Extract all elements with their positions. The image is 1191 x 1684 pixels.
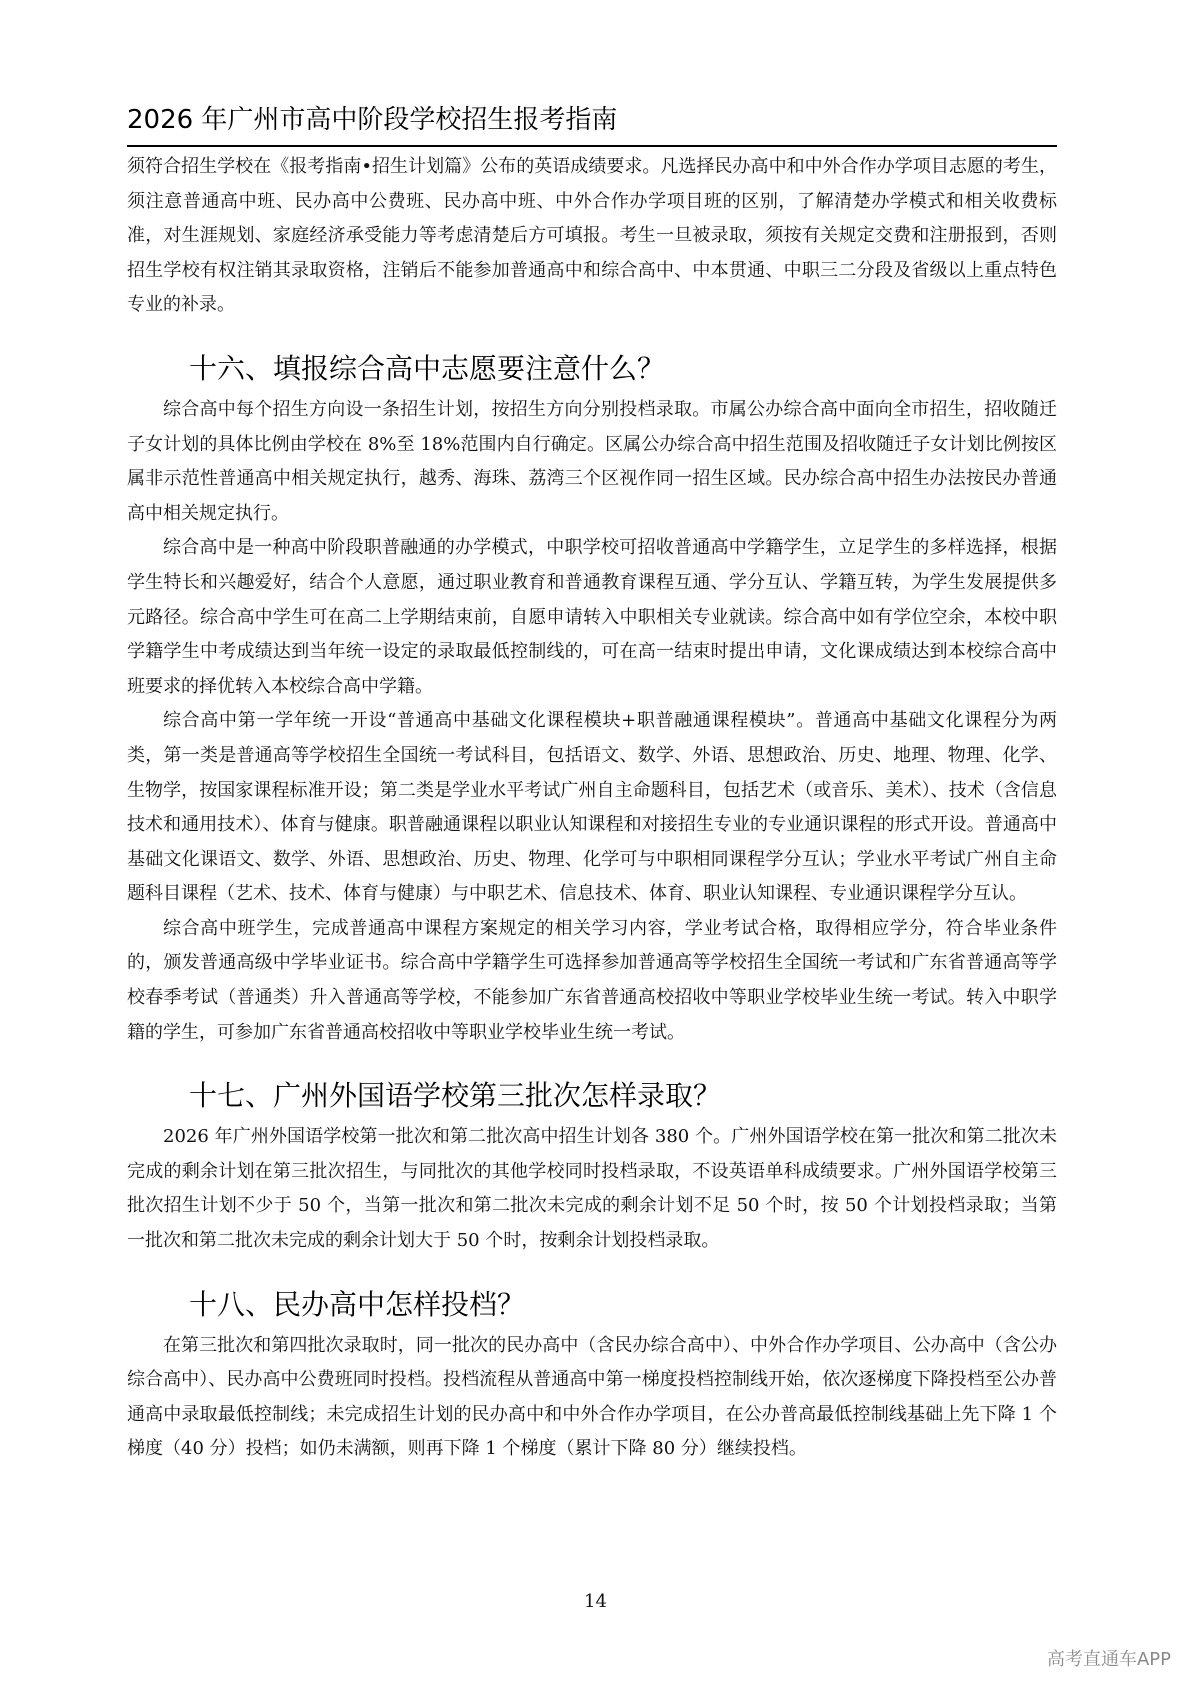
section-title: 十六、填报综合高中志愿要注意什么？ — [189, 351, 666, 385]
section-paragraph: 综合高中是一种高中阶段职普融通的办学模式，中职学校可招收普通高中学籍学生，立足学生的多样选择，根据学生特长和兴趣爱好，结合个人意愿，通过职业教育和普通教育课程互通、学分互认、学籍互转，为学生发展提供多元路径。综合高中学生可在高二上学期结束前，自愿申请转入中职相关专业就读。综合高中如有学位空余，本校中职学籍学生中考成绩达到当年统一设定的录取最低控制线的，可在高一结束时提出申请，文化课成绩达到本校综合高中班要求的择优转入本校综合高中学籍。 — [127, 537, 1057, 697]
header-rule — [127, 145, 1057, 147]
section-16 — [127, 349, 1057, 1050]
section-paragraph: 2026 年广州外国语学校第一批次和第二批次高中招生计划各 380 个。广州外国语学校在第一批次和第二批次未完成的剩余计划在第三批次招生，与同批次的其他学校同时投档录取，不设英语单科成绩要求。广州外国语学校第三批次招生计划不少于 50 个，当第一批次和第二批次未完成的剩余计划不足 50 个时，按 50 个计划投档录取；当第一批次和第二批次未完成的剩余计划大于 50 个时，按剩余计划投档录取。 — [127, 1126, 1057, 1252]
section-paragraph: 综合高中第一学年统一开设“普通高中基础文化课程模块+职普融通课程模块”。普通高中基础文化课程分为两类，第一类是普通高等学校招生全国统一考试科目，包括语文、数学、外语、思想政治、历史、地理、物理、化学、生物学，按国家课程标准开设；第二类是学业水平考试广州自主命题科目，包括艺术（或音乐、美术）、技术（含信息技术和通用技术）、体育与健康。职普融通课程以职业认知课程和对接招生专业的专业通识课程的形式开设。普通高中基础文化课语文、数学、外语、思想政治、历史、物理、化学可与中职相同课程学分互认；学业水平考试广州自主命题科目课程（艺术、技术、体育与健康）与中职艺术、信息技术、体育、职业认知课程、专业通识课程学分互认。 — [127, 710, 1057, 905]
section-title: 十八、民办高中怎样投档？ — [189, 1287, 526, 1321]
section-paragraph: 综合高中每个招生方向设一条招生计划，按招生方向分别投档录取。市属公办综合高中面向全市招生，招收随迁子女计划的具体比例由学校在 8%至 18%范围内自行确定。区属公办综合高中招生范围及招收随迁子女计划比例按区属非示范性普通高中相关规定执行，越秀、海珠、荔湾三个区视作同一招生区域。民办综合高中招生办法按民办普通高中相关规定执行。 — [127, 398, 1057, 524]
section-title: 十七、广州外国语学校第三批次怎样录取？ — [189, 1079, 722, 1113]
page-content — [127, 150, 1057, 1467]
section-18 — [127, 1285, 1057, 1467]
section-paragraph: 综合高中班学生，完成普通高中课程方案规定的相关学习内容，学业考试合格，取得相应学分，符合毕业条件的，颁发普通高级中学毕业证书。综合高中学籍学生可选择参加普通高等学校招生全国统一考试和广东省普通高等学校春季考试（普通类）升入普通高等学校，不能参加广东省普通高校招收中等职业学校毕业生统一考试。转入中职学籍的学生，可参加广东省普通高校招收中等职业学校毕业生统一考试。 — [127, 917, 1057, 1043]
watermark: 高考直通车APP — [1046, 1649, 1171, 1670]
section-paragraph: 在第三批次和第四批次录取时，同一批次的民办高中（含民办综合高中）、中外合作办学项目、公办高中（含公办综合高中）、民办高中公费班同时投档。投档流程从普通高中第一梯度投档控制线开始，依次逐梯度下降投档至公办普通高中录取最低控制线；未完成招生计划的民办高中和中外合作办学项目，在公办普高最低控制线基础上先下降 1 个梯度（40 分）投档；如仍未满额，则再下降 1 个梯度（累计下降 80 分）继续投档。 — [127, 1334, 1057, 1460]
page-header-title: 2026 年广州市高中阶段学校招生报考指南 — [127, 105, 618, 135]
intro-paragraph: 须符合招生学校在《报考指南•招生计划篇》公布的英语成绩要求。凡选择民办高中和中外合作办学项目志愿的考生，须注意普通高中班、民办高中公费班、民办高中班、中外合作办学项目班的区别，了解清楚办学模式和相关收费标准，对生涯规划、家庭经济承受能力等考虑清楚后方可填报。考生一旦被录取，须按有关规定交费和注册报到，否则招生学校有权注销其录取资格，注销后不能参加普通高中和综合高中、中本贯通、中职三二分段及省级以上重点特色专业的补录。 — [127, 156, 1057, 316]
page-number: 14 — [584, 1591, 607, 1612]
section-17 — [127, 1076, 1057, 1258]
